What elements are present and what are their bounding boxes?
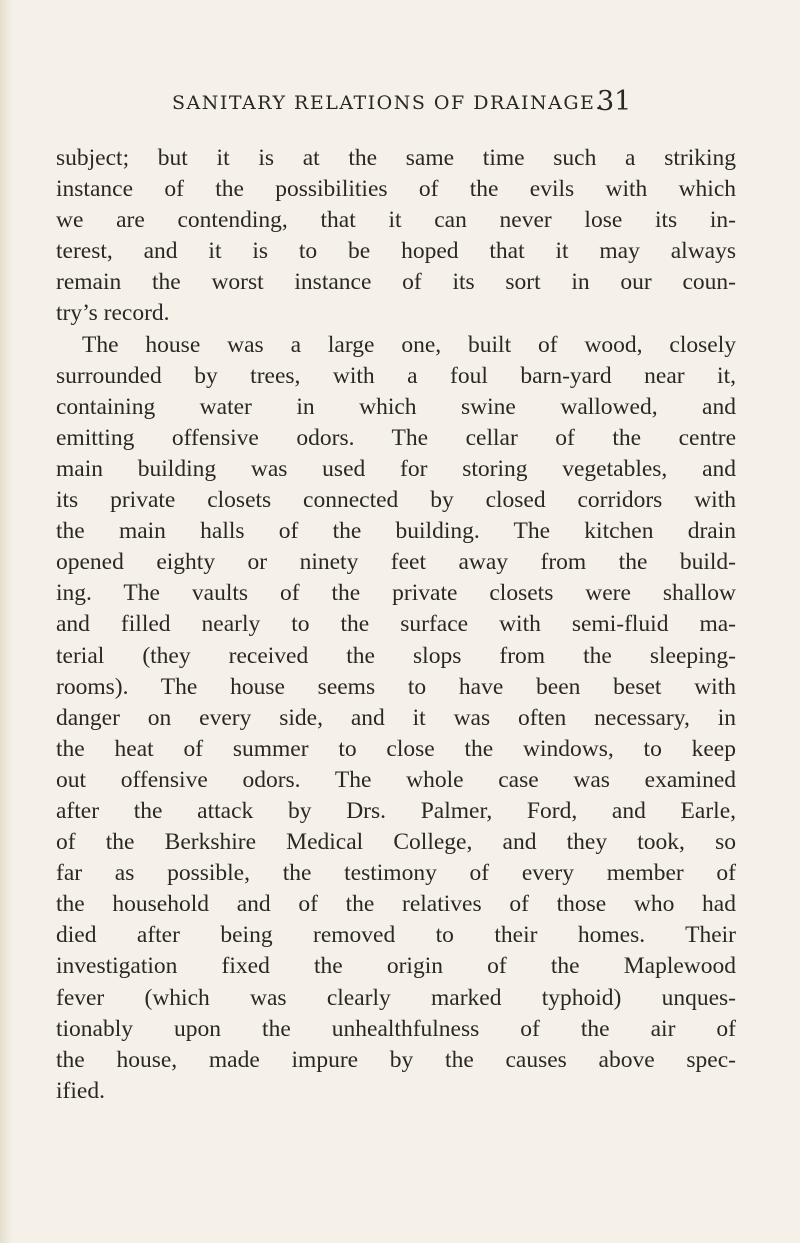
text-line: terial (they received the slops from the sleeping-: [56, 642, 736, 669]
page-edge-shadow: [0, 0, 12, 1243]
text-line: remain the worst instance of its sort in our coun-: [56, 269, 736, 296]
text-line: investigation fixed the origin of the Maplewood: [56, 953, 736, 980]
text-line: try’s record.: [56, 300, 170, 327]
text-line: the heat of summer to close the windows, to keep: [56, 735, 736, 762]
text-line: danger on every side, and it was often necessary, in: [56, 704, 736, 731]
text-line: and filled nearly to the surface with semi-fluid ma-: [56, 611, 736, 638]
text-line: fever (which was clearly marked typhoid) unques-: [56, 984, 736, 1011]
text-line: containing water in which swine wallowed, and: [56, 393, 736, 420]
text-line: The house was a large one, built of wood, closely: [82, 331, 736, 358]
text-line: the house, made impure by the causes above spec-: [56, 1046, 736, 1073]
text-line: instance of the possibilities of the evils with which: [56, 176, 736, 203]
text-line: of the Berkshire Medical College, and they took, so: [56, 829, 736, 856]
text-line: we are contending, that it can never lose its in-: [56, 207, 736, 234]
text-line: its private closets connected by closed corridors with: [56, 487, 736, 514]
text-line: ing. The vaults of the private closets were shallow: [56, 580, 736, 607]
text-line: surrounded by trees, with a foul barn-yard near it,: [56, 362, 736, 389]
page-number: 31: [597, 86, 632, 117]
text-line: far as possible, the testimony of every member of: [56, 860, 736, 887]
text-line: ified.: [56, 1077, 105, 1104]
text-line: died after being removed to their homes. Their: [56, 922, 736, 949]
page-header: [0, 86, 800, 122]
text-line: after the attack by Drs. Palmer, Ford, and Earle,: [56, 797, 736, 824]
text-line: tionably upon the unhealthfulness of the air of: [56, 1015, 736, 1042]
text-line: the household and of the relatives of those who had: [56, 891, 736, 918]
body-text: [56, 143, 736, 1107]
text-line: main building was used for storing vegetables, and: [56, 455, 736, 482]
text-line: out offensive odors. The whole case was examined: [56, 766, 736, 793]
text-line: subject; but it is at the same time such a striking: [56, 145, 736, 171]
text-line: the main halls of the building. The kitchen drain: [56, 518, 736, 545]
text-line: rooms). The house seems to have been beset with: [56, 673, 736, 700]
running-head: SANITARY RELATIONS OF DRAINAGE.: [172, 92, 603, 114]
text-line: emitting offensive odors. The cellar of the centre: [56, 424, 736, 451]
text-line: opened eighty or ninety feet away from the build-: [56, 549, 736, 576]
text-line: terest, and it is to be hoped that it may always: [56, 238, 736, 265]
